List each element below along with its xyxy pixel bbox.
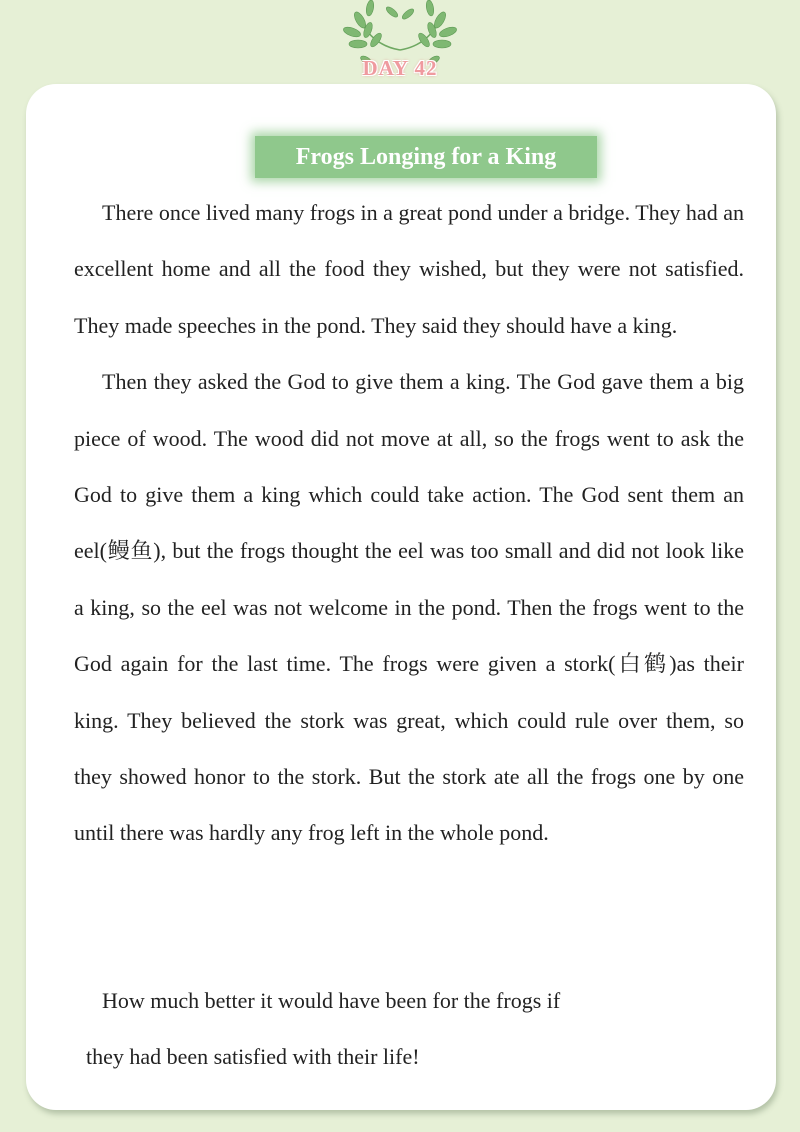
moral-line-2: they had been satisfied with their life! <box>86 1044 420 1069</box>
day-badge <box>330 0 470 84</box>
moral-line-1: How much better it would have been for the frogs if <box>102 988 561 1013</box>
paragraph-1: There once lived many frogs in a great pond under a bridge. They had an excellent home and all the food they wished, but they were not satisfied. They made speeches in the pond. They said they should have a king. <box>74 200 744 338</box>
day-label: DAY 42 <box>362 56 438 80</box>
story-body <box>74 185 744 862</box>
closing-moral <box>74 973 744 1085</box>
page-title: Frogs Longing for a King <box>295 144 557 170</box>
paragraph-2: Then they asked the God to give them a king. The God gave them a big piece of wood. The wood did not move at all, so the frogs went to ask the God to give them a king which could take action. The God sent them an eel(鳗鱼), but the frogs thought the eel was too small and did not look like a king, so the eel was not welcome in the pond. Then the frogs went to the God again for the last time. The frogs were given a stork(白鹤)as their king. They believed the stork was great, which could rule over them, so they showed honor to the stork. But the stork ate all the frogs one by one until there was hardly any frog left in the whole pond. <box>74 369 744 846</box>
title-banner <box>255 136 597 178</box>
